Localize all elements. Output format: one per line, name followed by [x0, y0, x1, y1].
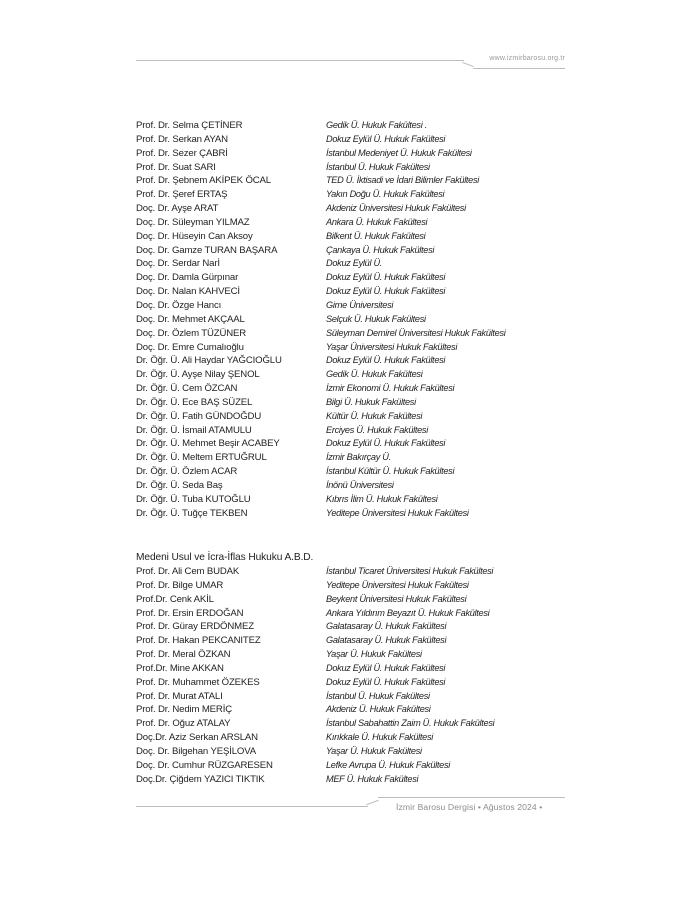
faculty-rows [136, 565, 576, 787]
person-name: Doç. Dr. Gamze TURAN BAŞARA [136, 244, 278, 256]
list-item [136, 620, 576, 634]
list-item [136, 579, 576, 593]
footer-rule-right [378, 797, 565, 798]
institution: Bilgi Ü. Hukuk Fakültesi [326, 396, 416, 407]
list-item [136, 257, 576, 271]
institution: Selçuk Ü. Hukuk Fakültesi [326, 313, 426, 324]
header-rule-right [473, 68, 565, 69]
institution: Dokuz Eylül Ü. Hukuk Fakültesi [326, 272, 446, 283]
person-name: Prof. Dr. Nedim MERİÇ [136, 704, 233, 716]
person-name: Dr. Öğr. Ü. Tuba KUTOĞLU [136, 493, 251, 505]
person-name: Doç.Dr. Çiğdem YAZICI TIKTIK [136, 773, 265, 785]
institution: Dokuz Eylül Ü. [326, 258, 383, 269]
section-title: Medeni Usul ve İcra-İflas Hukuku A.B.D. [136, 552, 314, 563]
person-name: Dr. Öğr. Ü. Fatih GÜNDOĞDU [136, 410, 262, 422]
institution: Beykent Üniversitesi Hukuk Fakültesi [326, 593, 467, 604]
person-name: Dr. Öğr. Ü. Tuğçe TEKBEN [136, 507, 248, 519]
list-item [136, 161, 576, 175]
person-name: Dr. Öğr. Ü. Ali Haydar YAĞCIOĞLU [136, 355, 282, 367]
institution: Dokuz Eylül Ü. Hukuk Fakültesi [326, 355, 446, 366]
person-name: Doç.Dr. Aziz Serkan ARSLAN [136, 732, 258, 744]
list-item [136, 565, 576, 579]
person-name: Prof. Dr. Suat SARI [136, 161, 216, 173]
list-item [136, 451, 576, 465]
person-name: Dr. Öğr. Ü. Özlem ACAR [136, 466, 238, 478]
institution: Kırıkkale Ü. Hukuk Fakültesi [326, 732, 433, 743]
list-item [136, 119, 576, 133]
list-item [136, 703, 576, 717]
list-item [136, 202, 576, 216]
institution: Galatasaray Ü. Hukuk Fakültesi [326, 621, 447, 632]
institution: İstanbul Ü. Hukuk Fakültesi [326, 690, 430, 701]
list-item [136, 465, 576, 479]
list-item [136, 662, 576, 676]
person-name: Dr. Öğr. Ü. Seda Baş [136, 479, 223, 491]
person-name: Doç. Dr. Süleyman YILMAZ [136, 216, 250, 228]
header-rule-left [136, 60, 464, 61]
person-name: Prof. Dr. Hakan PEKCANITEZ [136, 635, 261, 647]
person-name: Prof. Dr. Güray ERDÖNMEZ [136, 621, 254, 633]
person-name: Doç. Dr. Bilgehan YEŞİLOVA [136, 745, 256, 757]
list-item [136, 690, 576, 704]
list-item [136, 313, 576, 327]
institution: Akdeniz Üniversitesi Hukuk Fakültesi [326, 203, 466, 214]
institution: Yaşar Ü. Hukuk Fakültesi [326, 649, 422, 660]
person-name: Doç. Dr. Özge Hancı [136, 299, 222, 311]
list-item [136, 424, 576, 438]
institution: Dokuz Eylül Ü. Hukuk Fakültesi [326, 438, 446, 449]
list-item [136, 133, 576, 147]
person-name: Dr. Öğr. Ü. Ece BAŞ SÜZEL [136, 396, 253, 408]
institution: İstanbul Kültür Ü. Hukuk Fakültesi [326, 466, 455, 477]
institution: Dokuz Eylül Ü. Hukuk Fakültesi [326, 133, 446, 144]
footer-rule-slant [366, 800, 379, 805]
institution: Yeditepe Üniversitesi Hukuk Fakültesi [326, 579, 469, 590]
person-name: Prof. Dr. Selma ÇETİNER [136, 120, 243, 131]
header-rule-slant [462, 62, 474, 67]
person-name: Prof.Dr. Cenk AKİL [136, 593, 214, 605]
list-item [136, 368, 576, 382]
list-item [136, 410, 576, 424]
person-name: Dr. Öğr. Ü. Cem ÖZCAN [136, 383, 238, 395]
list-item [136, 147, 576, 161]
list-item [136, 507, 576, 521]
faculty-list-1 [136, 119, 576, 520]
list-item [136, 382, 576, 396]
list-item [136, 341, 576, 355]
person-name: Doç. Dr. Hüseyin Can Aksoy [136, 230, 253, 242]
person-name: Prof. Dr. Meral ÖZKAN [136, 649, 231, 661]
institution: İstanbul Ticaret Üniversitesi Hukuk Fakültesi [326, 566, 494, 576]
person-name: Prof. Dr. Bilge UMAR [136, 579, 224, 591]
person-name: Dr. Öğr. Ü. İsmail ATAMULU [136, 424, 252, 436]
institution: Yaşar Üniversitesi Hukuk Fakültesi [326, 341, 458, 352]
person-name: Doç. Dr. Serdar Narİ [136, 258, 220, 270]
person-name: Prof.Dr. Mine AKKAN [136, 662, 224, 674]
list-item [136, 493, 576, 507]
institution: Lefke Avrupa Ü. Hukuk Fakültesi [326, 759, 450, 770]
institution: Erciyes Ü. Hukuk Fakültesi [326, 424, 428, 435]
institution: TED Ü. İktisadi ve İdari Bilimler Fakültesi [326, 175, 480, 186]
institution: İstanbul Sabahattin Zaim Ü. Hukuk Fakültesi [326, 718, 495, 729]
list-item [136, 717, 576, 731]
institution: Gedik Ü. Hukuk Fakültesi [326, 369, 423, 380]
institution: MEF Ü. Hukuk Fakültesi [326, 773, 419, 784]
person-name: Doç. Dr. Emre Cumalıoğlu [136, 341, 244, 353]
list-item [136, 244, 576, 258]
person-name: Doç. Dr. Ayşe ARAT [136, 203, 219, 215]
list-item [136, 745, 576, 759]
person-name: Prof. Dr. Sezer ÇABRİ [136, 147, 228, 159]
person-name: Prof. Dr. Oğuz ATALAY [136, 718, 231, 730]
faculty-list-2 [136, 551, 576, 787]
list-item [136, 479, 576, 493]
person-name: Prof. Dr. Şeref ERTAŞ [136, 189, 228, 201]
list-item [136, 634, 576, 648]
institution: Dokuz Eylül Ü. Hukuk Fakültesi [326, 286, 446, 297]
institution: İstanbul Medeniyet Ü. Hukuk Fakültesi [326, 147, 472, 158]
institution: Kültür Ü. Hukuk Fakültesi [326, 410, 423, 421]
list-item [136, 648, 576, 662]
list-item [136, 396, 576, 410]
institution: Yaşar Ü. Hukuk Fakültesi [326, 745, 422, 756]
list-item [136, 607, 576, 621]
institution: İstanbul Ü. Hukuk Fakültesi [326, 161, 430, 172]
institution: Bilkent Ü. Hukuk Fakültesi [326, 230, 426, 241]
institution: Dokuz Eylül Ü. Hukuk Fakültesi [326, 662, 446, 673]
person-name: Doç. Dr. Özlem TÜZÜNER [136, 327, 247, 339]
footer-rule-left [136, 806, 368, 807]
list-item [136, 773, 576, 787]
institution: İzmir Ekonomi Ü. Hukuk Fakültesi [326, 383, 455, 394]
person-name: Prof. Dr. Murat ATALI [136, 690, 223, 702]
person-name: Doç. Dr. Nalan KAHVECİ [136, 286, 240, 298]
list-item [136, 188, 576, 202]
list-item [136, 230, 576, 244]
institution: Yakın Doğu Ü. Hukuk Fakültesi [326, 189, 445, 200]
institution: Süleyman Demirel Üniversitesi Hukuk Fakültesi [326, 327, 506, 338]
list-item [136, 676, 576, 690]
header-url: www.izmirbarosu.org.tr [489, 55, 565, 62]
institution: Dokuz Eylül Ü. Hukuk Fakültesi [326, 676, 446, 687]
person-name: Doç. Dr. Mehmet AKÇAAL [136, 313, 245, 325]
list-item [136, 759, 576, 773]
institution: Ankara Yıldırım Beyazıt Ü. Hukuk Fakültesi [326, 607, 490, 618]
list-item [136, 437, 576, 451]
institution: Ankara Ü. Hukuk Fakültesi [326, 216, 428, 227]
person-name: Dr. Öğr. Ü. Ayşe Nilay ŞENOL [136, 369, 260, 381]
institution: Galatasaray Ü. Hukuk Fakültesi [326, 635, 447, 646]
person-name: Dr. Öğr. Ü. Mehmet Beşir ACABEY [136, 438, 280, 450]
person-name: Prof. Dr. Ersin ERDOĞAN [136, 607, 244, 619]
institution: Girne Üniversitesi [326, 299, 394, 310]
list-item [136, 216, 576, 230]
person-name: Doç. Dr. Damla Gürpınar [136, 272, 239, 284]
person-name: Prof. Dr. Muhammet ÖZEKES [136, 676, 260, 688]
person-name: Prof. Dr. Serkan AYAN [136, 133, 228, 145]
list-item [136, 285, 576, 299]
list-item [136, 299, 576, 313]
institution: Çankaya Ü. Hukuk Fakültesi [326, 244, 435, 255]
institution: Gedik Ü. Hukuk Fakültesi . [326, 120, 427, 130]
faculty-rows [136, 119, 576, 520]
person-name: Dr. Öğr. Ü. Meltem ERTUĞRUL [136, 452, 267, 464]
list-item [136, 174, 576, 188]
person-name: Doç. Dr. Cumhur RÜZGARESEN [136, 759, 273, 771]
person-name: Prof. Dr. Ali Cem BUDAK [136, 566, 240, 577]
institution: Akdeniz Ü. Hukuk Fakültesi [326, 704, 431, 715]
institution: Yeditepe Üniversitesi Hukuk Fakültesi [326, 507, 469, 518]
list-item [136, 731, 576, 745]
institution: Kıbrıs İlim Ü. Hukuk Fakültesi [326, 493, 438, 504]
institution: İnönü Üniversitesi [326, 479, 394, 490]
list-item [136, 271, 576, 285]
institution: İzmir Bakırçay Ü. [326, 452, 391, 463]
footer-text: İzmir Barosu Dergisi • Ağustos 2024 • [396, 802, 543, 812]
list-item [136, 327, 576, 341]
list-item [136, 354, 576, 368]
person-name: Prof. Dr. Şebnem AKİPEK ÖCAL [136, 175, 271, 187]
list-item [136, 593, 576, 607]
